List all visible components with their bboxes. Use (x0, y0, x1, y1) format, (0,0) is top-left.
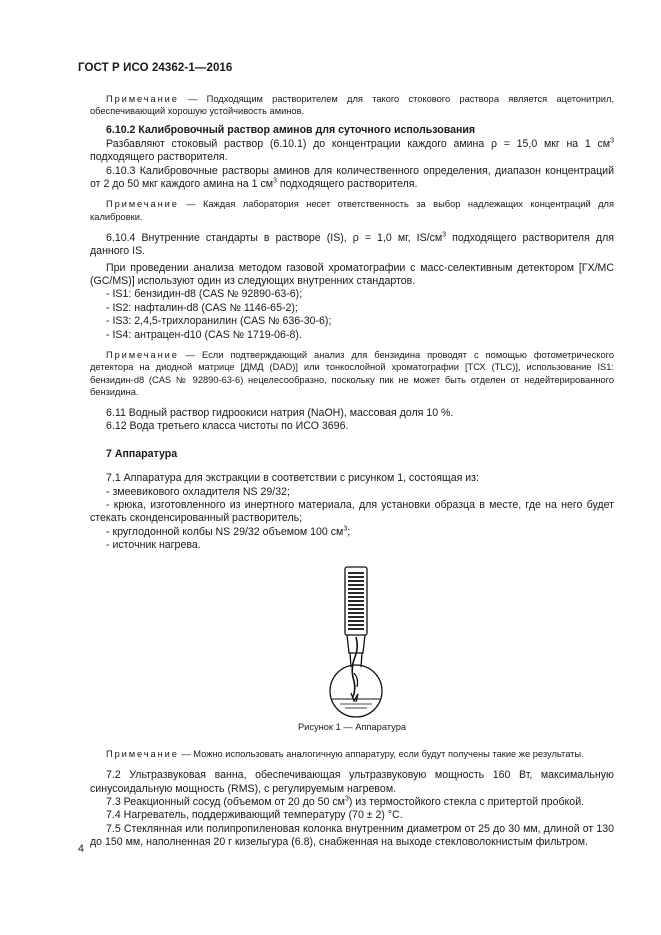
superscript: 3 (442, 231, 447, 239)
paragraph-internal-standards: При проведении анализа методом газовой хроматографии с масс-селективным детектором [ГХ/МС (GC/MS)] используют один из следующих внутренних стандартов. (90, 261, 614, 288)
list-item: - IS2: нафталин-d8 (CAS № 1146-65-2); (106, 301, 298, 314)
text-fragment: ) из термостойкого стекла с притертой пробкой. (348, 795, 585, 808)
hook (352, 637, 357, 697)
note-4 (90, 748, 614, 760)
note-text: — Если подтверждающий анализ для бензидина проводят с помощью фотометрического детектора на диодной матрице [ДМД (DAD)] или тонкослойной хроматографии [ТСХ (TLC)], использование IS1: бензидин-d8 (CAS № 92890-63-6) нецелесообразно, поскольку пик не может быть отделен от недейтерированного бензидина. (90, 350, 614, 397)
text-fragment: ; (347, 525, 351, 538)
paragraph-6-10-4 (90, 232, 614, 259)
list-item: - источник нагрева. (106, 539, 201, 552)
text-fragment: подходящего растворителя для данного IS. (90, 231, 614, 258)
paragraph-7-5: 7.5 Стеклянная или полипропиленовая колонка внутренним диаметром от 25 до 30 мм, длиной от 130 до 150 мм, наполненная 20 г кизельгура (6.8), снабженная на выходе стекловолокнистым фильтром. (90, 822, 614, 849)
note-label: Примечание (106, 350, 179, 361)
apparatus-drawing (310, 565, 420, 720)
superscript: 3 (344, 795, 349, 803)
note-label: Примечание (106, 199, 179, 210)
section-heading-6-10-2: 6.10.2 Калибровочный раствор аминов для суточного использования (106, 124, 476, 137)
list-item: - крюка, изготовленного из инертного материала, для установки образца в месте, где на него будет стекать сконденсированный растворитель; (90, 498, 614, 525)
round-bottom-flask (330, 665, 382, 717)
text-fragment: 6.10.3 Калибровочные растворы аминов для количественного определения, диапазон концентраций от 2 до 50 мкг каждого амина на 1 см (90, 164, 614, 191)
note-3 (90, 349, 614, 398)
text-fragment: подходящего растворителя. (276, 178, 418, 191)
figure-caption: Рисунок 1 — Аппаратура (297, 721, 407, 732)
text-fragment: 7.3 Реакционный сосуд (объемом от 20 до 50 см (106, 795, 345, 808)
text-fragment: подходящего растворителя. (90, 151, 228, 164)
text-fragment: Разбавляют стоковый раствор (6.10.1) до концентрации каждого амина ρ = 15,0 мкг на 1 см (106, 137, 611, 150)
list-item: - IS3: 2,4,5-трихлоранилин (CAS № 636-30-6); (106, 315, 332, 328)
page-number: 4 (78, 843, 84, 855)
superscript: 3 (273, 177, 277, 185)
list-item (90, 526, 614, 539)
paragraph-6-12: 6.12 Вода третьего класса чистоты по ИСО 3696. (106, 420, 349, 433)
note-label: Примечание (106, 94, 179, 104)
text-fragment: 6.10.4 Внутренние стандарты в растворе (IS), ρ = 1,0 мг, IS/см (106, 231, 443, 244)
paragraph-7-1: 7.1 Аппаратура для экстракции в соответствии с рисунком 1, состоящая из: (106, 472, 479, 485)
paragraph-7-3 (90, 796, 614, 809)
note-text: — Можно использовать аналогичную аппаратуру, если будут получены такие же результаты. (178, 748, 584, 759)
list-item: - змеевикового охладителя NS 29/32; (106, 485, 290, 498)
list-item: - IS4: антрацен-d10 (CAS № 1719-06-8). (106, 328, 302, 341)
section-heading-7: 7 Аппаратура (106, 447, 178, 460)
note-2 (90, 198, 614, 222)
paragraph-6-10-2 (90, 138, 614, 165)
note-label: Примечание (106, 748, 179, 759)
note-text: — Подходящим растворителем для такого стокового раствора является ацетонитрил, обеспечивающий хорошую устойчивость аминов. (90, 94, 614, 117)
paragraph-7-4: 7.4 Нагреватель, поддерживающий температуру (70 ± 2) °С. (106, 809, 403, 822)
superscript: 3 (343, 525, 348, 533)
paragraph-7-2: 7.2 Ультразвуковая ванна, обеспечивающая ультразвуковую мощность 160 Вт, максимальную синусоидальную мощность (RMS), с регулируемым нагревом. (90, 769, 614, 795)
superscript: 3 (610, 137, 614, 145)
paragraph-6-10-3 (90, 165, 614, 192)
figure-apparatus (90, 565, 614, 715)
note-text: — Каждая лаборатория несет ответственность за выбор надлежащих концентраций для калибровки. (90, 199, 614, 222)
main-content (90, 93, 614, 850)
paragraph-6-11: 6.11 Водный раствор гидроокиси натрия (NaOH), массовая доля 10 %. (106, 406, 454, 419)
note-1 (90, 93, 614, 117)
list-item: - IS1: бензидин-d8 (CAS № 92890-63-6); (106, 288, 303, 301)
document-header: ГОСТ Р ИСО 24362-1—2016 (78, 62, 233, 74)
condenser-coil (348, 573, 364, 629)
text-fragment: - круглодонной колбы NS 29/32 объемом 100 см (106, 525, 344, 538)
